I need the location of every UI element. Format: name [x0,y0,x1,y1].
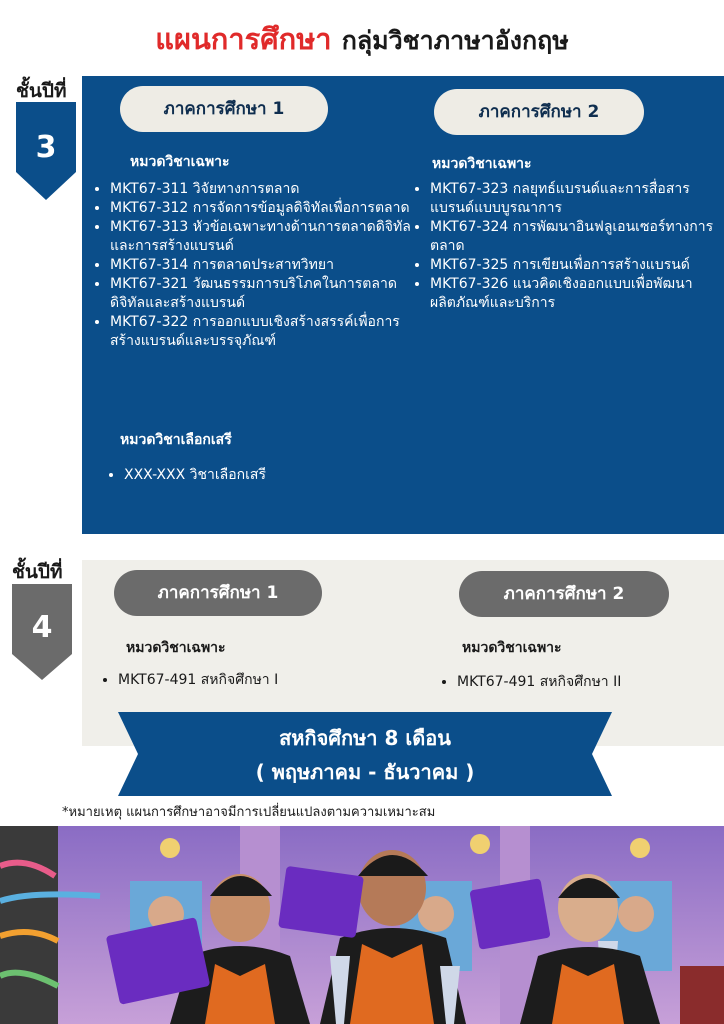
course-item: • MKT67-323 กลยุทธ์แบรนด์และการสื่อสารแบรนด์แบบบูรณาการ [430,180,724,218]
year4-sem1-course-list [100,671,398,690]
year3-sem1-elective-heading: หมวดวิชาเลือกเสรี [120,432,232,448]
year3-sem2-major-heading: หมวดวิชาเฉพาะ [432,156,532,172]
year4-chevron [12,584,72,680]
course-item-continued: และการสร้างแบรนด์ [110,238,234,254]
graduation-photo [0,826,724,1024]
year4-sem1-major-heading: หมวดวิชาเฉพาะ [126,640,226,656]
title-highlight: แผนการศึกษา [155,22,332,56]
year3-elective-list [106,466,404,485]
elective-item: • XXX-XXX วิชาเลือกเสรี [124,466,404,485]
course-item: • MKT67-322 การออกแบบเชิงสร้างสรรค์เพื่อการสร้างแบรนด์และบรรจุภัณฑ์ [110,313,420,351]
year4-sem2-course-list [439,673,717,692]
course-item: • MKT67-325 การเขียนเพื่อการสร้างแบรนด์ [430,256,724,275]
banner-line2: ( พฤษภาคม - ธันวาคม ) [255,760,475,784]
year3-number: 3 [35,130,57,165]
year3-semester2-pill: ภาคการศึกษา 2 [434,89,644,135]
year4-sem2-major-heading: หมวดวิชาเฉพาะ [462,640,562,656]
course-item: • MKT67-326 แนวคิดเชิงออกแบบเพื่อพัฒนาผลิตภัณฑ์และบริการ [430,275,724,313]
course-item: • MKT67-312 การจัดการข้อมูลดิจิทัลเพื่อการตลาด [110,199,420,218]
year3-sem2-course-list [412,180,724,313]
year3-sem1-course-list [92,180,420,351]
year3-chevron [16,102,76,200]
page-title [0,16,724,62]
year4-label: ชั้นปีที่ [12,561,63,583]
year4-semester1-pill: ภาคการศึกษา 1 [114,570,322,616]
course-item: • MKT67-491 สหกิจศึกษา I [118,671,398,690]
course-item: • MKT67-314 การตลาดประสาทวิทยา [110,256,420,275]
course-item: • MKT67-311 วิจัยทางการตลาด [110,180,420,199]
year3-sem1-major-heading: หมวดวิชาเฉพาะ [130,154,230,170]
footnote: *หมายเหตุ แผนการศึกษาอาจมีการเปลี่ยนแปลงตามความเหมาะสม [62,805,436,820]
course-item: • MKT67-491 สหกิจศึกษา II [457,673,717,692]
year4-number: 4 [31,610,53,645]
year4-semester2-pill: ภาคการศึกษา 2 [459,571,669,617]
title-rest: กลุ่มวิชาภาษาอังกฤษ [341,26,569,55]
course-item: • MKT67-321 วัฒนธรรมการบริโภคในการตลาดดิจิทัลและสร้างแบรนด์ [110,275,420,313]
year3-semester1-pill: ภาคการศึกษา 1 [120,86,328,132]
course-item: • MKT67-324 การพัฒนาอินฟลูเอนเซอร์ทางการตลาด [430,218,724,256]
banner-line1: สหกิจศึกษา 8 เดือน [279,726,451,750]
coop-banner [118,712,612,796]
year3-panel [82,76,724,534]
course-item: • MKT67-313 หัวข้อเฉพาะทางด้านการตลาดดิจิทัล [110,218,420,237]
year3-label: ชั้นปีที่ [16,80,67,102]
